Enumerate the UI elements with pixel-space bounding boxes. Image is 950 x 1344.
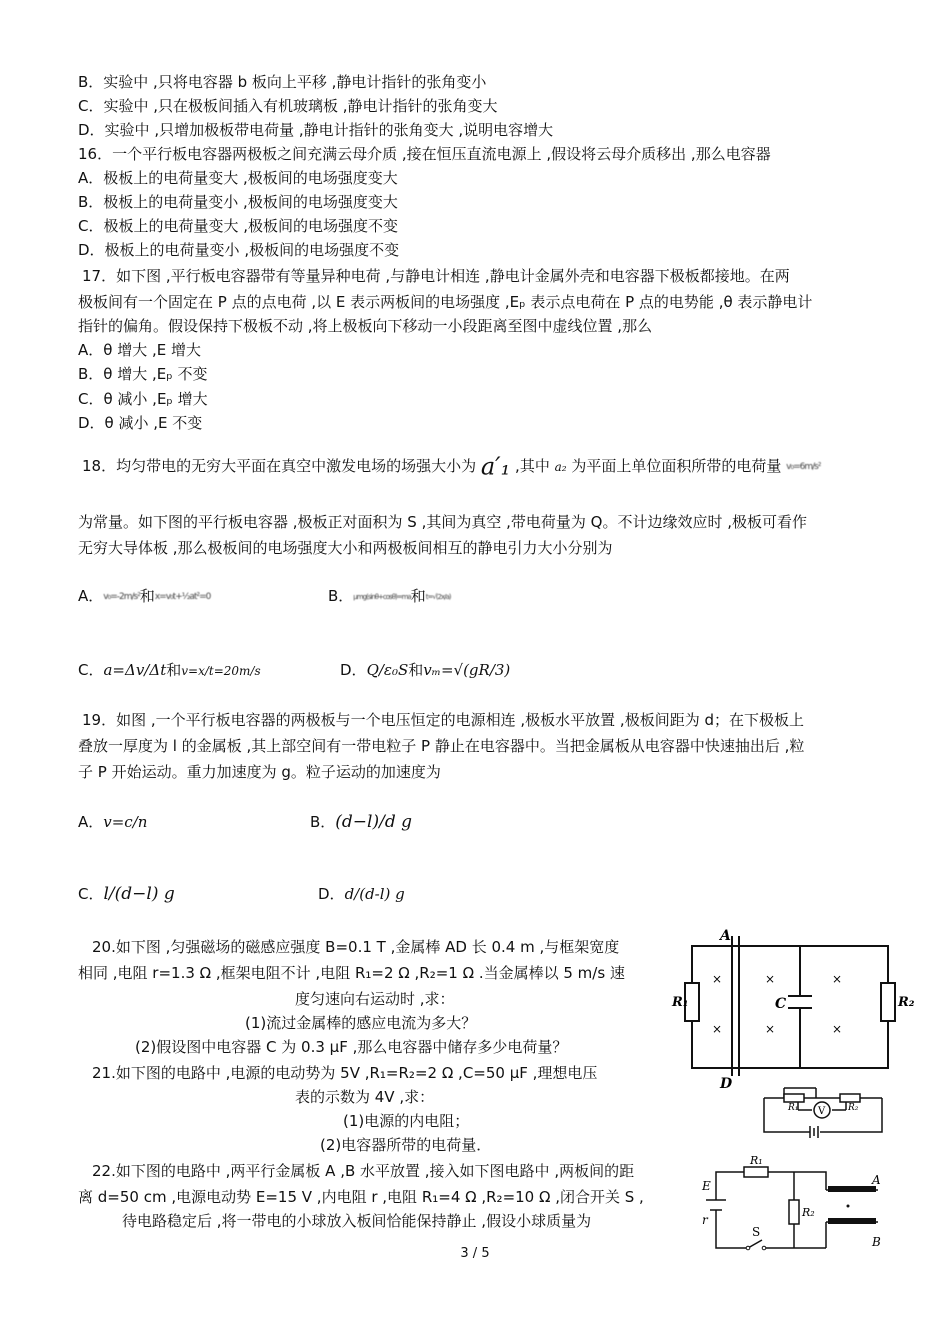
fig20-label-d: D (720, 1076, 733, 1092)
q18-tiny-formula: v₀=6m/s² (786, 461, 821, 472)
q16-option-c: C．极板上的电荷量变大 ,极板间的电场强度不变 (78, 217, 399, 235)
fig20-cross: × (832, 1022, 843, 1036)
fig20-label-c: C (775, 996, 787, 1012)
question-17-line2: 极板间有一个固定在 P 点的点电荷 ,以 E 表示两板间的电场强度 ,Eₚ 表示点电荷在 P 点的电势能 ,θ 表示静电计 (78, 293, 813, 311)
q18-option-a (78, 586, 210, 607)
q17-option-c: C．θ 减小 ,Eₚ 增大 (78, 390, 208, 408)
fig20-label-a: A (720, 928, 731, 944)
q18a-formula1: v₀=-2m/s² (103, 591, 140, 602)
q19c-label: C． (78, 885, 104, 903)
page-number: 3 / 5 (460, 1246, 490, 1261)
q18-text-b: ,其中 (515, 457, 550, 475)
q18c-and: 和 (166, 661, 182, 679)
q18-option-c (78, 660, 261, 681)
q18-text-a: 18．均匀带电的无穷大平面在真空中激发电场的场强大小为 (82, 457, 477, 475)
q18c-formula2: v=x/t=20m/s (181, 664, 261, 678)
question-19-line2: 叠放一厚度为 l 的金属板 ,其上部空间有一带电粒子 P 静止在电容器中。当把金属板从电容器中快速抽出后 ,粒 (78, 737, 805, 755)
question-18-line3: 无穷大导体板 ,那么极板间的电场强度大小和两极板间相互的静电引力大小分别为 (78, 539, 613, 557)
fig20-cross: × (765, 1022, 776, 1036)
q19b-label: B． (310, 813, 336, 831)
fig22-label-e: E (702, 1179, 711, 1193)
question-17-line3: 指针的偏角。假设保持下极板不动 ,将上极板向下移动一小段距离至图中虚线位置 ,那么 (78, 317, 653, 335)
question-21-line1: 21.如下图的电路中 ,电源的电动势为 5V ,R₁=R₂=2 Ω ,C=50 μF ,理想电压 (92, 1064, 598, 1082)
question-16: 16．一个平行板电容器两极板之间充满云母介质 ,接在恒压直流电源上 ,假设将云母介质移出 ,那么电容器 (78, 145, 771, 163)
fig20-cross: × (712, 1022, 723, 1036)
fig20-cross: × (765, 972, 776, 986)
q16-option-b: B．极板上的电荷量变小 ,极板间的电场强度变大 (78, 193, 398, 211)
question-21-sub2: (2)电容器所带的电荷量． (320, 1136, 492, 1154)
fig21-label-r2: R₂ (848, 1103, 859, 1113)
question-18-line2: 为常量。如下图的平行板电容器 ,极板正对面积为 S ,其间为真空 ,带电荷量为 Q。不计边缘效应时 ,极板可看作 (78, 513, 808, 531)
question-22-line3: 待电路稳定后 ,将一带电的小球放入板间恰能保持静止 ,假设小球质量为 (122, 1212, 592, 1230)
figure-20-circuit (672, 928, 915, 1092)
q19d-label: D． (318, 885, 345, 903)
q19a-label: A． (78, 813, 104, 831)
q18d-formula2: vₘ=√(gR/3) (423, 661, 511, 679)
q16-option-a: A．极板上的电荷量变大 ,极板间的电场强度变大 (78, 169, 398, 187)
fig22-label-r2: R₂ (802, 1206, 815, 1219)
q18b-label: B． (328, 587, 354, 605)
q18-option-d (340, 660, 510, 680)
option-b-line: B．实验中 ,只将电容器 b 板向上平移 ,静电计指针的张角变小 (78, 73, 487, 91)
figure-21-circuit (758, 1084, 888, 1140)
q19-option-b (310, 812, 412, 832)
question-21-line2: 表的示数为 4V ,求： (295, 1088, 435, 1106)
q19d-formula: d/(d-l) g (344, 885, 405, 903)
question-21-sub1: (1)电源的内电阻； (343, 1112, 470, 1130)
q19a-formula: v=c/n (103, 813, 148, 831)
q18-formula: a′₁ (480, 452, 511, 481)
q18b-formula1: μmg(sinθ+cosθ)=ma (353, 592, 411, 601)
fig20-cross: × (832, 972, 843, 986)
fig22-label-r1: R₁ (750, 1154, 763, 1167)
question-22-line1: 22.如下图的电路中 ,两平行金属板 A ,B 水平放置 ,接入如下图电路中 ,两板间的距 (92, 1162, 635, 1180)
fig21-label-r1: R₁ (788, 1103, 799, 1113)
option-c-line: C．实验中 ,只在极板间插入有机玻璃板 ,静电计指针的张角变大 (78, 97, 498, 115)
figure-22-circuit (698, 1154, 888, 1254)
q17-option-a: A．θ 增大 ,E 增大 (78, 341, 201, 359)
question-20-sub1: (1)流过金属棒的感应电流为多大？ (245, 1014, 477, 1032)
q18d-label: D． (340, 661, 367, 679)
fig21-label-v: V (818, 1106, 826, 1117)
q17-option-d: D．θ 减小 ,E 不变 (78, 414, 203, 432)
q16-option-d: D．极板上的电荷量变小 ,极板间的电场强度不变 (78, 241, 400, 259)
question-17-line1: 17．如下图 ,平行板电容器带有等量异种电荷 ,与静电计相连 ,静电计金属外壳和电容器下极板都接地。在两 (82, 267, 790, 285)
question-19-line3: 子 P 开始运动。重力加速度为 g。粒子运动的加速度为 (78, 763, 441, 781)
question-22-line2: 离 d=50 cm ,电源电动势 E=15 V ,内电阻 r ,电阻 R₁=4 Ω ,R₂=10 Ω ,闭合开关 S , (78, 1188, 644, 1206)
q18b-formula2: t=√(2x/a) (425, 592, 451, 601)
q18b-and: 和 (410, 587, 426, 605)
q18-option-b (328, 586, 450, 607)
option-d-line: D．实验中 ,只增加极板带电荷量 ,静电计指针的张角变大 ,说明电容增大 (78, 121, 554, 139)
q19-option-c (78, 884, 175, 904)
fig22-label-b: B (872, 1235, 881, 1249)
question-20-sub2: (2)假设图中电容器 C 为 0.3 μF ,那么电容器中储存多少电荷量？ (135, 1038, 568, 1056)
fig22-label-a: A (872, 1173, 881, 1187)
q19c-formula: l/(d−l) g (103, 884, 175, 904)
question-20-line2: 相同 ,电阻 r=1.3 Ω ,框架电阻不计 ,电阻 R₁=2 Ω ,R₂=1 Ω .当金属棒以 5 m/s 速 (78, 964, 625, 982)
q18-symbol: a₂ (554, 460, 567, 474)
question-20-line1: 20.如下图 ,匀强磁场的磁感应强度 B=0.1 T ,金属棒 AD 长 0.4 m ,与框架宽度 (92, 938, 620, 956)
q18c-label: C． (78, 661, 104, 679)
q18a-and: 和 (139, 587, 155, 605)
q17-option-b: B．θ 增大 ,Eₚ 不变 (78, 365, 208, 383)
fig22-label-r: r (702, 1213, 708, 1227)
q18a-formula2: x=v₀t+½at²=0 (154, 591, 211, 602)
q19-option-d (318, 884, 405, 904)
q18c-formula1: a=Δv/Δt (103, 661, 167, 679)
question-20-line3: 度匀速向右运动时 ,求： (295, 990, 455, 1008)
fig20-label-r1: R₁ (672, 995, 689, 1010)
q18a-label: A． (78, 587, 104, 605)
q19b-formula: (d−l)/d g (335, 812, 413, 832)
question-19-line1: 19．如图 ,一个平行板电容器的两极板与一个电压恒定的电源相连 ,极板水平放置 ,极板间距为 d；在下极板上 (82, 711, 804, 729)
fig22-label-s: S (752, 1225, 761, 1239)
question-18-line1 (82, 452, 821, 481)
fig20-label-r2: R₂ (898, 995, 915, 1010)
fig20-cross: × (712, 972, 723, 986)
q19-option-a (78, 812, 147, 832)
q18-text-c: 为平面上单位面积所带的电荷量 (571, 457, 782, 475)
q18d-formula1: Q/ε₀S (366, 661, 409, 679)
q18d-and: 和 (408, 661, 424, 679)
